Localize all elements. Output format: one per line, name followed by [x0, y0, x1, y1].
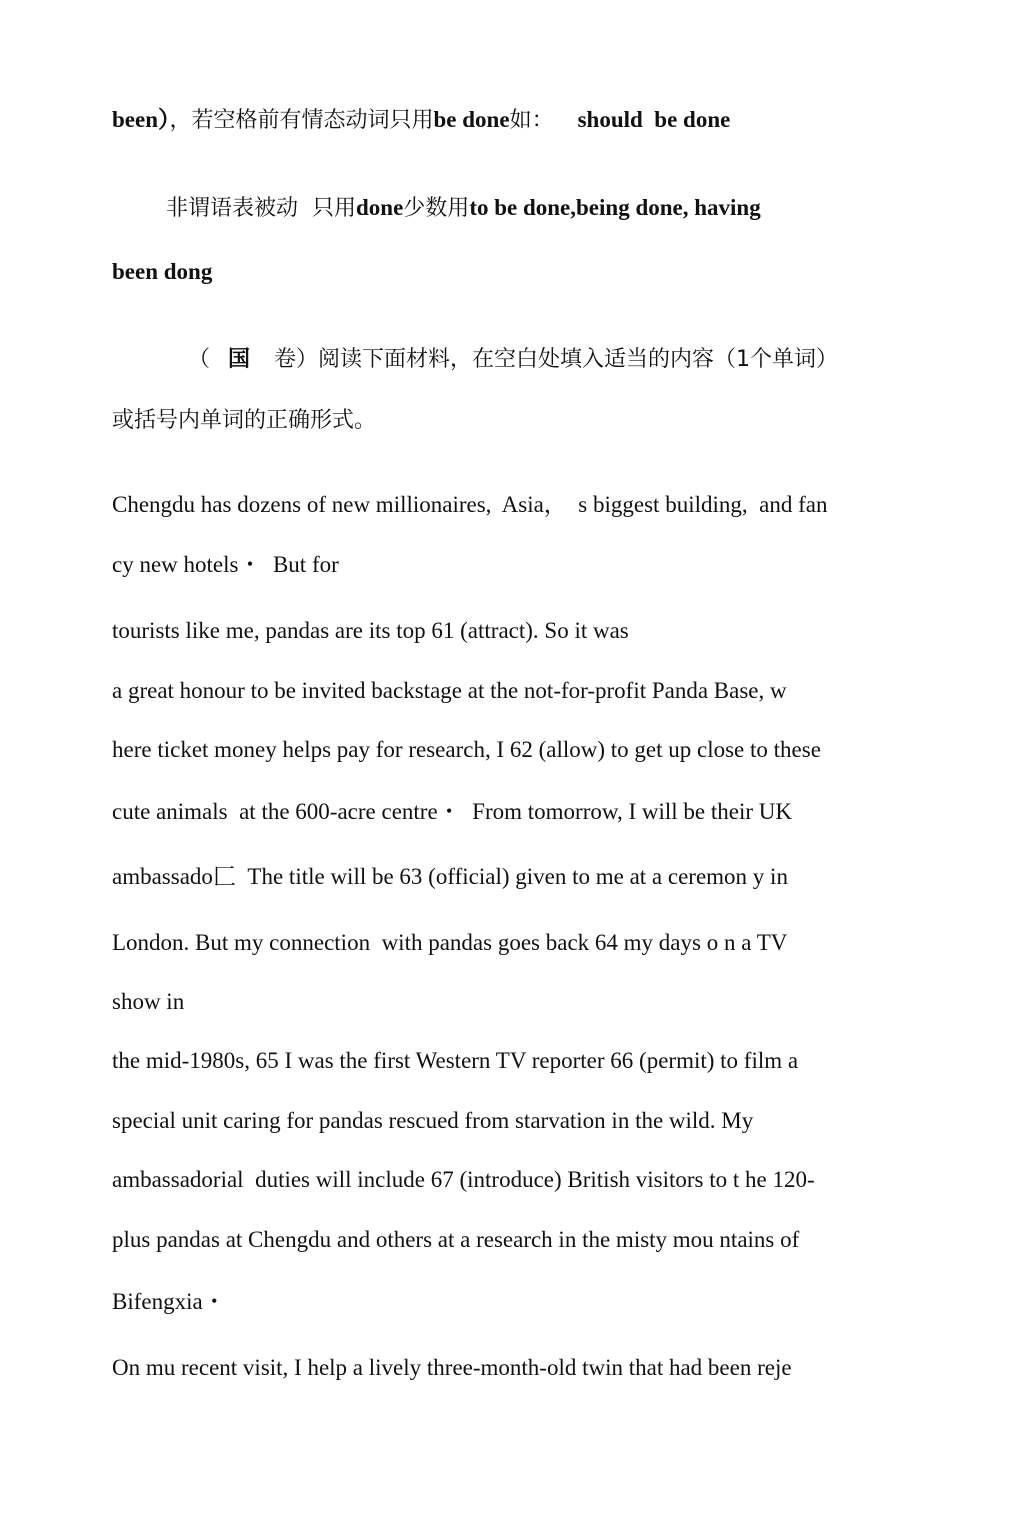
passage-line: tourists like me, pandas are its top 61 (attract). So it was: [112, 618, 629, 643]
passage-line: the mid-1980s, 65 I was the first Western TV reporter 66 (permit) to film a: [112, 1048, 799, 1073]
passage-line: ambassadorial duties will include 67 (introduce) British visitors to t he 120-: [112, 1167, 815, 1192]
passage-line: Bifengxia・: [112, 1289, 226, 1314]
passage-line: cy new hotels・ But for: [112, 552, 339, 577]
passage-line: plus pandas at Chengdu and others at a research in the misty mou ntains of: [112, 1227, 800, 1252]
passage-line: London. But my connection with pandas goes back 64 my days o n a TV: [112, 930, 788, 955]
passage-line: Chengdu has dozens of new millionaires, Asia， s biggest building, and fan: [112, 492, 828, 517]
grammar-text: should be done: [577, 107, 731, 132]
instruction-line-2: 或括号内单词的正确形式。: [112, 408, 377, 433]
instruction-line-1: [188, 344, 838, 375]
passage-line: here ticket money helps pay for research, I 62 (allow) to get up close to these: [112, 737, 821, 762]
passage-line: On mu recent visit, I help a lively three-month-old twin that had been reje: [112, 1355, 792, 1380]
passage-line: cute animals at the 600-acre centre・ From tomorrow, I will be their UK: [112, 799, 792, 824]
instruction-text: （: [188, 347, 211, 372]
grammar-line-2: [166, 193, 761, 224]
grammar-text: 如：: [509, 108, 554, 133]
instruction-text: 卷）阅读下面材料，在空白处填入适当的内容（1个单词）: [274, 347, 839, 372]
passage-line: special unit caring for pandas rescued from starvation in the wild. My: [112, 1108, 754, 1133]
grammar-text: 少数用: [403, 196, 470, 221]
grammar-text: 非谓语表被动 只用: [166, 196, 356, 221]
passage-line: ambassado匚 The title will be 63 (official) given to me at a ceremon y in: [112, 864, 788, 889]
grammar-line-1: [112, 105, 730, 136]
instruction-text: 国: [228, 347, 251, 372]
grammar-text: ，若空格前有情态动词只用: [169, 108, 434, 133]
passage-line: show in: [112, 989, 185, 1014]
grammar-text: to be done,being done, having: [469, 195, 761, 220]
grammar-text: be done: [433, 107, 510, 132]
grammar-line-3: been dong: [112, 259, 213, 284]
passage-line: a great honour to be invited backstage at the not-for-profit Panda Base, w: [112, 678, 787, 703]
grammar-text: been）: [112, 107, 170, 132]
grammar-text: done: [356, 195, 404, 220]
